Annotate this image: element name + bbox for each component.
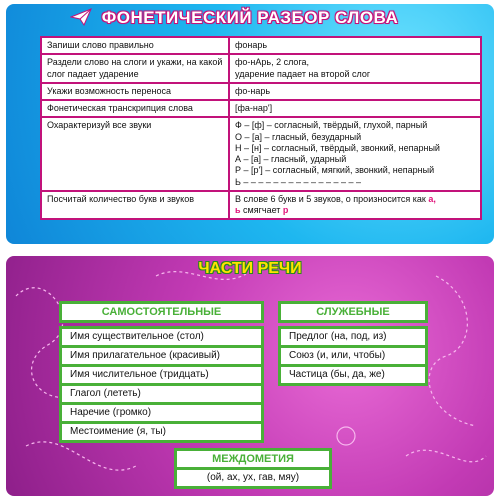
list-item: Союз (и, или, чтобы) [278, 348, 428, 367]
answer-cell: фо-нАрь, 2 слога, ударение падает на второй слог [229, 54, 481, 83]
table-row [41, 100, 481, 117]
table-row [41, 83, 481, 100]
list-item: Глагол (лететь) [59, 386, 264, 405]
sound-line: О – [а] – гласный, безударный [235, 131, 362, 142]
list-item: Имя существительное (стол) [59, 326, 264, 348]
table-row [41, 54, 481, 83]
answer-cell: В слове 6 букв и 5 звуков, о произносится как а, ь смягчает р [229, 191, 481, 220]
interjection-group [174, 448, 332, 489]
list-item: Наречие (громко) [59, 405, 264, 424]
independent-parts-group [59, 301, 264, 443]
list-item: Предлог (на, под, из) [278, 326, 428, 348]
sound-line: А – [а] – гласный, ударный [235, 154, 347, 164]
parts-of-speech-card [6, 256, 494, 496]
phonetic-table [40, 36, 482, 220]
list-item: (ой, ах, ух, гав, мяу) [174, 470, 332, 489]
table-row [41, 191, 481, 220]
answer-cell: фонарь [229, 37, 481, 54]
table-row [41, 37, 481, 54]
question-cell: Раздели слово на слоги и укажи, на какой слог падает ударение [41, 54, 229, 83]
sound-line: Ь – – – – – – – – – – – – – – – – [235, 176, 361, 187]
list-item: Местоимение (я, ты) [59, 424, 264, 443]
group-heading: СЛУЖЕБНЫЕ [278, 301, 428, 323]
parts-of-speech-title: ЧАСТИ РЕЧИ [198, 260, 302, 277]
answer-cell [229, 117, 481, 191]
question-cell: Охарактеризуй все звуки [41, 117, 229, 191]
table-row [41, 117, 481, 191]
question-cell: Посчитай количество букв и звуков [41, 191, 229, 220]
group-heading: МЕЖДОМЕТИЯ [174, 448, 332, 470]
group-heading: САМОСТОЯТЕЛЬНЫЕ [59, 301, 264, 323]
auxiliary-parts-group [278, 301, 428, 386]
question-cell: Фонетическая транскрипция слова [41, 100, 229, 117]
sound-line: Ф – [ф] – согласный, твёрдый, глухой, парный [235, 120, 428, 131]
answer-cell: [фа-нар'] [229, 100, 481, 117]
question-cell: Запиши слово правильно [41, 37, 229, 54]
sound-line: Р – [р'] – согласный, мягкий, звонкий, непарный [235, 165, 435, 176]
question-cell: Укажи возможность переноса [41, 83, 229, 100]
list-item: Имя прилагательное (красивый) [59, 348, 264, 367]
phonetic-analysis-card [6, 4, 494, 244]
list-item: Частица (бы, да, же) [278, 367, 428, 386]
list-item: Имя числительное (тридцать) [59, 367, 264, 386]
answer-cell: фо-нарь [229, 83, 481, 100]
phonetic-title: ФОНЕТИЧЕСКИЙ РАЗБОР СЛОВА [101, 8, 399, 27]
sound-line: Н – [н] – согласный, твёрдый, звонкий, непарный [235, 142, 440, 153]
